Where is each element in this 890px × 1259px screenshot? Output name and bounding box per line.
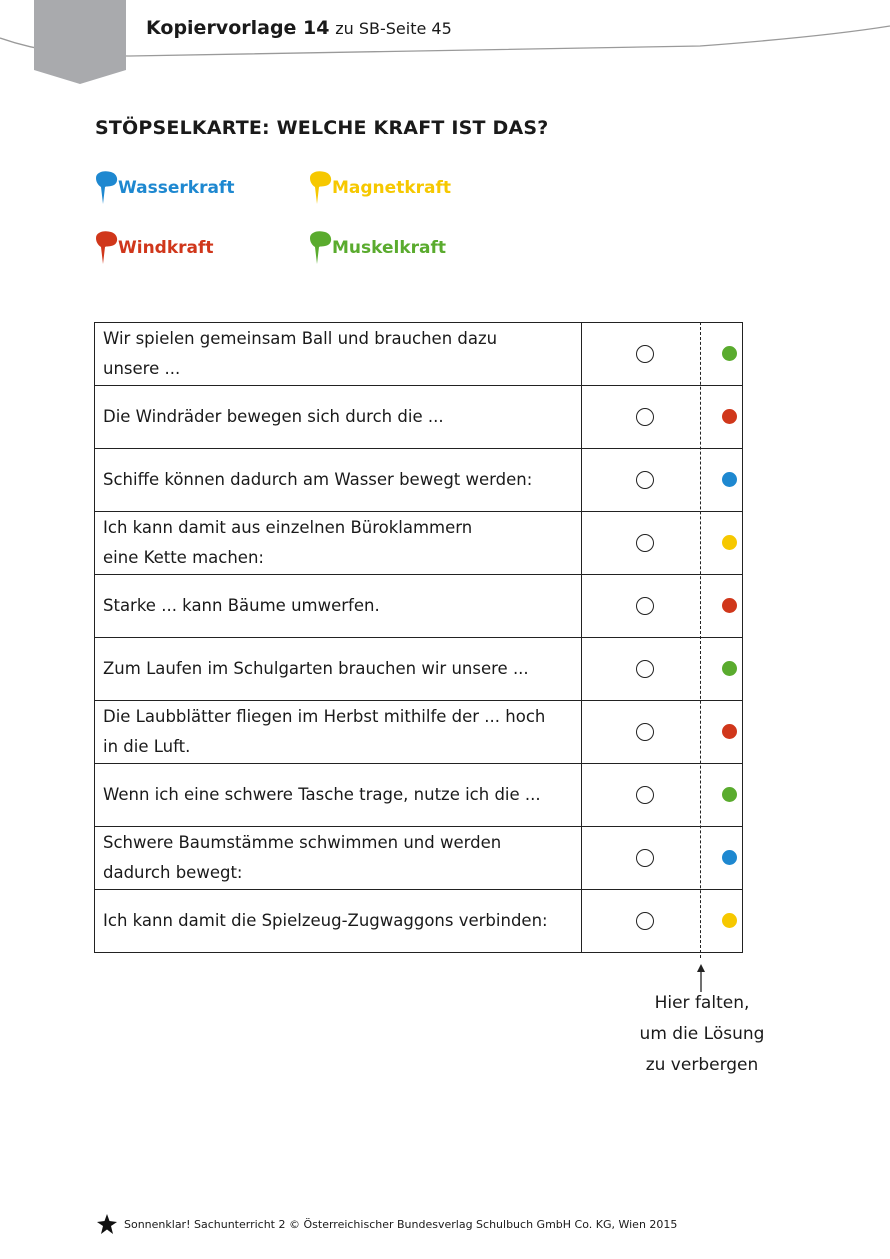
question-text: Die Laubblätter fliegen im Herbst mithilfe der ... hoch xyxy=(103,707,546,726)
table-row xyxy=(95,512,743,575)
question-cell xyxy=(95,575,582,638)
fold-note-line: zu verbergen xyxy=(645,1055,759,1075)
question-cell xyxy=(95,449,582,512)
question-text: in die Luft. xyxy=(103,737,191,756)
solution-dot xyxy=(722,913,737,928)
answer-circle[interactable] xyxy=(636,345,654,363)
legend-label: Wasserkraft xyxy=(118,178,235,198)
solution-dot xyxy=(722,535,737,550)
pushpin-icon xyxy=(308,230,334,266)
solution-dot xyxy=(722,409,737,424)
footer xyxy=(96,1213,677,1235)
question-cell xyxy=(95,323,582,386)
answer-cell xyxy=(582,386,743,449)
legend-label: Muskelkraft xyxy=(332,238,447,258)
question-text: Die Windräder bewegen sich durch die ... xyxy=(103,407,444,426)
question-text: Schiffe können dadurch am Wasser bewegt werden: xyxy=(103,470,533,489)
question-text: Ich kann damit die Spielzeug-Zugwaggons verbinden: xyxy=(103,911,548,930)
question-text: dadurch bewegt: xyxy=(103,863,243,882)
legend-label: Windkraft xyxy=(118,238,214,258)
question-cell xyxy=(95,890,582,953)
legend-windkraft xyxy=(94,230,214,266)
answer-circle[interactable] xyxy=(636,786,654,804)
solution-dot xyxy=(722,850,737,865)
legend-wasserkraft xyxy=(94,170,234,206)
answer-cell xyxy=(582,575,743,638)
legend-muskelkraft xyxy=(308,230,446,266)
question-table xyxy=(94,322,743,953)
page-title: STÖPSELKARTE: WELCHE KRAFT IST DAS? xyxy=(95,117,549,139)
answer-circle[interactable] xyxy=(636,849,654,867)
question-text: Ich kann damit aus einzelnen Büroklammern xyxy=(103,518,473,537)
table-row xyxy=(95,449,743,512)
answer-cell xyxy=(582,827,743,890)
question-cell xyxy=(95,638,582,701)
header-curve xyxy=(0,0,890,80)
question-cell xyxy=(95,701,582,764)
question-text: Wenn ich eine schwere Tasche trage, nutze ich die ... xyxy=(103,785,541,804)
solution-dot xyxy=(722,598,737,613)
legend-label: Magnetkraft xyxy=(332,178,451,198)
answer-cell xyxy=(582,323,743,386)
answer-circle[interactable] xyxy=(636,912,654,930)
table-row xyxy=(95,827,743,890)
header-title xyxy=(146,17,452,39)
table-row xyxy=(95,386,743,449)
fold-line xyxy=(700,322,701,958)
header-tab xyxy=(34,0,126,84)
answer-circle[interactable] xyxy=(636,660,654,678)
answer-circle[interactable] xyxy=(636,534,654,552)
solution-dot xyxy=(722,472,737,487)
solution-dot xyxy=(722,724,737,739)
answer-cell xyxy=(582,890,743,953)
publisher-logo-icon xyxy=(96,1213,118,1235)
table-row xyxy=(95,638,743,701)
pushpin-icon xyxy=(94,230,120,266)
legend-magnetkraft xyxy=(308,170,451,206)
pushpin-icon xyxy=(308,170,334,206)
answer-circle[interactable] xyxy=(636,723,654,741)
answer-cell xyxy=(582,512,743,575)
solution-dot xyxy=(722,661,737,676)
table-row xyxy=(95,323,743,386)
answer-circle[interactable] xyxy=(636,597,654,615)
question-cell xyxy=(95,386,582,449)
question-text: Wir spielen gemeinsam Ball und brauchen dazu xyxy=(103,329,498,348)
table-row xyxy=(95,701,743,764)
question-text: Starke ... kann Bäume umwerfen. xyxy=(103,596,380,615)
answer-circle[interactable] xyxy=(636,408,654,426)
pushpin-icon xyxy=(94,170,120,206)
answer-cell xyxy=(582,701,743,764)
question-text: unsere ... xyxy=(103,359,181,378)
solution-dot xyxy=(722,787,737,802)
header-title-bold: Kopiervorlage 14 xyxy=(146,17,330,39)
table-row xyxy=(95,890,743,953)
footer-text: Sonnenklar! Sachunterricht 2 © Österreichischer Bundesverlag Schulbuch GmbH Co. KG, Wien 2015 xyxy=(124,1217,678,1231)
fold-note-line: Hier falten, xyxy=(654,993,750,1013)
question-text: Schwere Baumstämme schwimmen und werden xyxy=(103,833,502,852)
question-cell xyxy=(95,512,582,575)
header-title-rest: zu SB-Seite 45 xyxy=(335,19,452,38)
answer-cell xyxy=(582,764,743,827)
answer-cell xyxy=(582,638,743,701)
answer-circle[interactable] xyxy=(636,471,654,489)
answer-cell xyxy=(582,449,743,512)
question-text: eine Kette machen: xyxy=(103,548,264,567)
table-row xyxy=(95,764,743,827)
question-text: Zum Laufen im Schulgarten brauchen wir unsere ... xyxy=(103,659,529,678)
solution-dot xyxy=(722,346,737,361)
question-cell xyxy=(95,764,582,827)
fold-note-line: um die Lösung xyxy=(639,1024,765,1044)
question-cell xyxy=(95,827,582,890)
fold-note xyxy=(620,988,784,1081)
table-row xyxy=(95,575,743,638)
